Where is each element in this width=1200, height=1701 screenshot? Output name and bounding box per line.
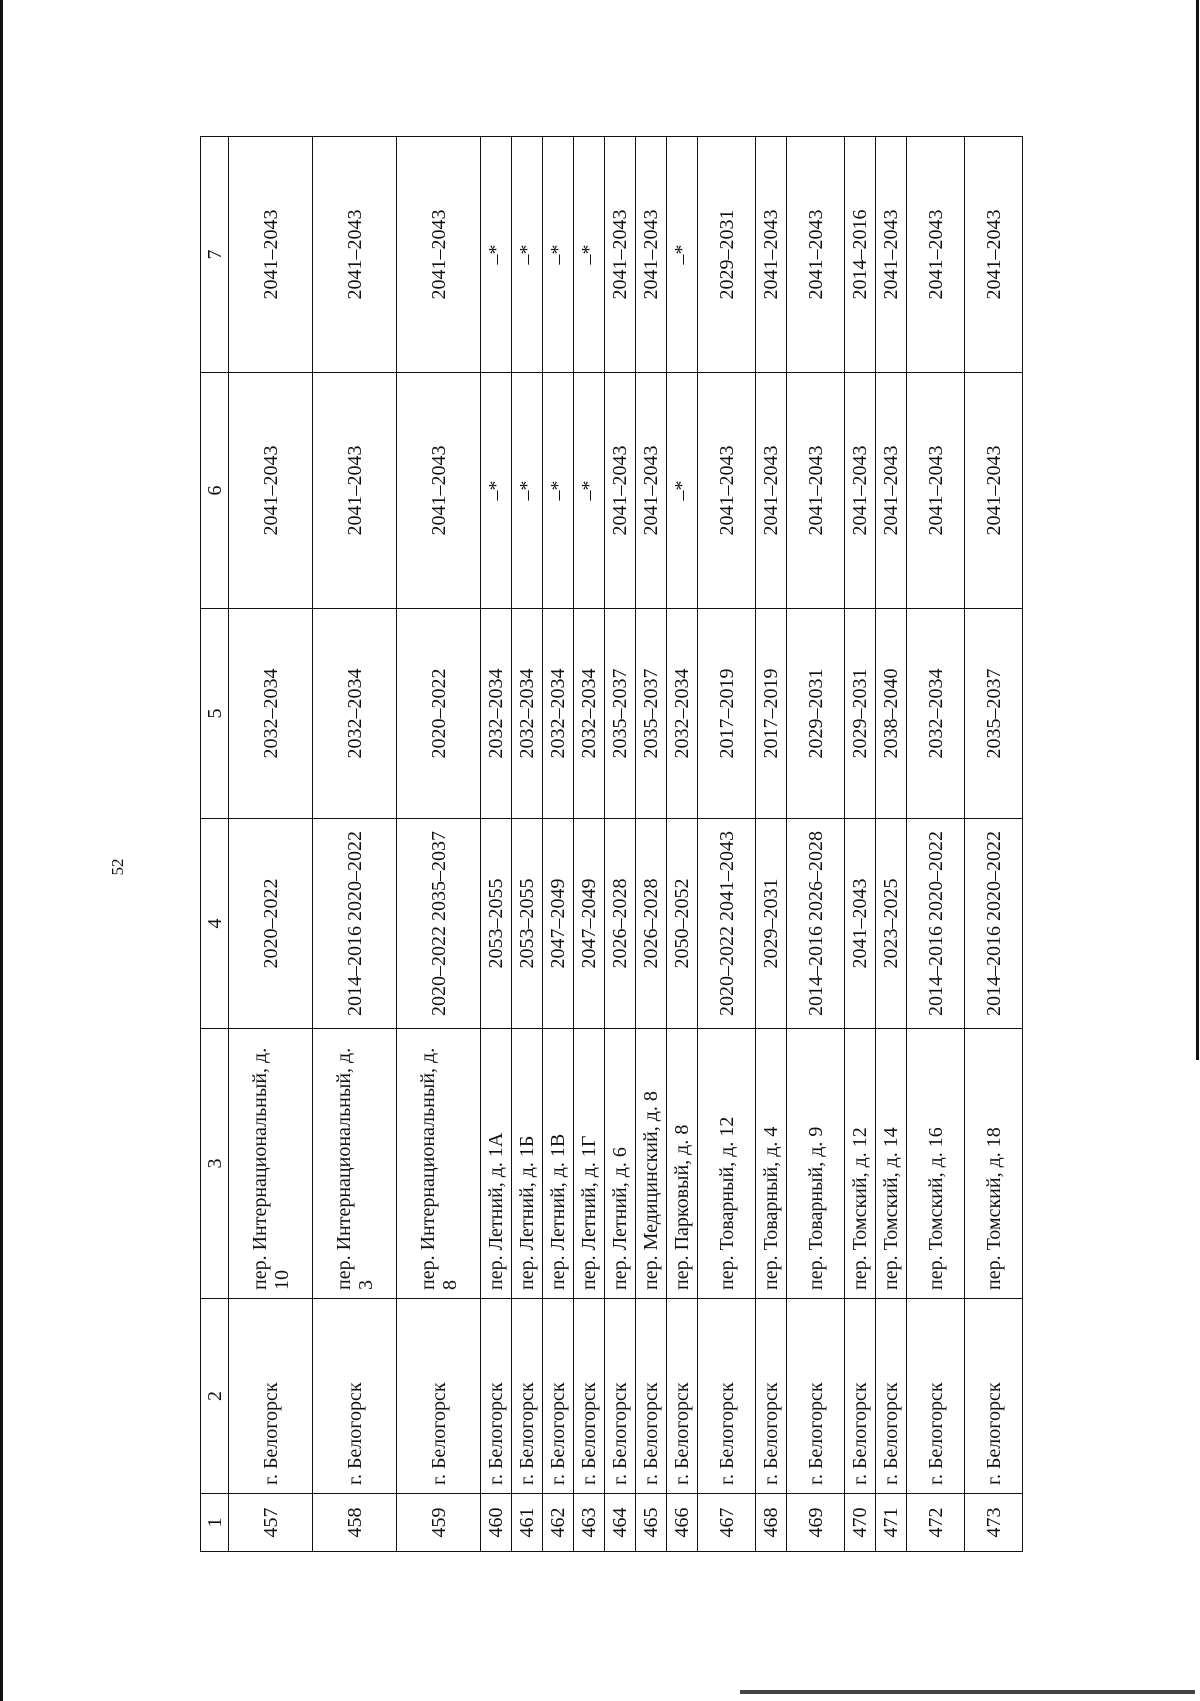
cell-col7: 2041–2043	[636, 137, 667, 373]
cell-col5: 2032–2034	[481, 609, 512, 819]
cell-address: пер. Товарный, д. 12	[698, 1029, 756, 1299]
table-row	[965, 137, 1023, 1552]
cell-number: 463	[574, 1494, 605, 1552]
cell-col5: 2035–2037	[965, 609, 1023, 819]
cell-number: 466	[667, 1494, 698, 1552]
cell-number: 460	[481, 1494, 512, 1552]
cell-col6: 2041–2043	[698, 373, 756, 609]
cell-number: 469	[787, 1494, 845, 1552]
header-cell-5: 5	[201, 609, 229, 819]
cell-col6: 2041–2043	[787, 373, 845, 609]
cell-col7: 2041–2043	[876, 137, 907, 373]
cell-col4: 2029–2031	[756, 819, 787, 1029]
cell-number: 461	[512, 1494, 543, 1552]
cell-col4: 2050–2052	[667, 819, 698, 1029]
cell-address: пер. Томский, д. 12	[845, 1029, 876, 1299]
table-row	[512, 137, 543, 1552]
cell-col7: 2041–2043	[965, 137, 1023, 373]
cell-city: г. Белогорск	[636, 1299, 667, 1494]
cell-col7: 2041–2043	[229, 137, 313, 373]
table-row	[313, 137, 397, 1552]
cell-col7: –*	[543, 137, 574, 373]
cell-address: пер. Летний, д. 6	[605, 1029, 636, 1299]
header-cell-7: 7	[201, 137, 229, 373]
header-cell-1: 1	[201, 1494, 229, 1552]
cell-city: г. Белогорск	[481, 1299, 512, 1494]
cell-col4: 2020–2022	[229, 819, 313, 1029]
cell-address: пер. Медицинский, д. 8	[636, 1029, 667, 1299]
cell-number: 471	[876, 1494, 907, 1552]
cell-number: 459	[397, 1494, 481, 1552]
cell-number: 473	[965, 1494, 1023, 1552]
cell-col5: 2017–2019	[698, 609, 756, 819]
table-row	[574, 137, 605, 1552]
cell-address: пер. Летний, д. 1Г	[574, 1029, 605, 1299]
cell-col6: 2041–2043	[605, 373, 636, 609]
cell-col7: 2029–2031	[698, 137, 756, 373]
cell-col7: 2014–2016	[845, 137, 876, 373]
cell-col5: 2017–2019	[756, 609, 787, 819]
cell-city: г. Белогорск	[845, 1299, 876, 1494]
cell-col7: 2041–2043	[605, 137, 636, 373]
cell-col5: 2029–2031	[787, 609, 845, 819]
cell-col5: 2032–2034	[313, 609, 397, 819]
cell-address: пер. Летний, д. 1Б	[512, 1029, 543, 1299]
cell-address: пер. Интернациональный, д. 10	[229, 1029, 313, 1299]
cell-col5: 2038–2040	[876, 609, 907, 819]
cell-col7: 2041–2043	[907, 137, 965, 373]
cell-col7: –*	[667, 137, 698, 373]
cell-address: пер. Томский, д. 16	[907, 1029, 965, 1299]
cell-col5: 2032–2034	[574, 609, 605, 819]
table-row	[907, 137, 965, 1552]
cell-col4: 2053–2055	[512, 819, 543, 1029]
cell-col6: –*	[574, 373, 605, 609]
page-number: 52	[108, 858, 127, 876]
cell-city: г. Белогорск	[605, 1299, 636, 1494]
header-cell-6: 6	[201, 373, 229, 609]
header-cell-4: 4	[201, 819, 229, 1029]
table-row	[397, 137, 481, 1552]
cell-col5: 2020–2022	[397, 609, 481, 819]
page-edge-right	[1196, 0, 1199, 1060]
cell-col7: –*	[574, 137, 605, 373]
cell-address: пер. Товарный, д. 9	[787, 1029, 845, 1299]
cell-address: пер. Томский, д. 18	[965, 1029, 1023, 1299]
cell-city: г. Белогорск	[787, 1299, 845, 1494]
cell-col4: 2014–2016 2020–2022	[313, 819, 397, 1029]
cell-number: 467	[698, 1494, 756, 1552]
cell-city: г. Белогорск	[876, 1299, 907, 1494]
cell-col4: 2041–2043	[845, 819, 876, 1029]
cell-col7: 2041–2043	[313, 137, 397, 373]
cell-col7: 2041–2043	[787, 137, 845, 373]
cell-col7: –*	[481, 137, 512, 373]
cell-col5: 2035–2037	[605, 609, 636, 819]
cell-number: 468	[756, 1494, 787, 1552]
cell-col6: 2041–2043	[907, 373, 965, 609]
table-row	[698, 137, 756, 1552]
cell-col4: 2026–2028	[636, 819, 667, 1029]
cell-address: пер. Интернациональный, д. 3	[313, 1029, 397, 1299]
cell-city: г. Белогорск	[397, 1299, 481, 1494]
cell-col4: 2053–2055	[481, 819, 512, 1029]
cell-address: пер. Интернациональный, д. 8	[397, 1029, 481, 1299]
cell-number: 462	[543, 1494, 574, 1552]
cell-col5: 2032–2034	[543, 609, 574, 819]
table-row	[787, 137, 845, 1552]
cell-col4: 2023–2025	[876, 819, 907, 1029]
cell-number: 458	[313, 1494, 397, 1552]
cell-col6: –*	[543, 373, 574, 609]
cell-number: 465	[636, 1494, 667, 1552]
cell-col6: –*	[667, 373, 698, 609]
cell-number: 464	[605, 1494, 636, 1552]
cell-col6: 2041–2043	[876, 373, 907, 609]
cell-col5: 2032–2034	[907, 609, 965, 819]
cell-address: пер. Летний, д. 1А	[481, 1029, 512, 1299]
table-row	[229, 137, 313, 1552]
cell-col6: –*	[512, 373, 543, 609]
cell-city: г. Белогорск	[698, 1299, 756, 1494]
cell-col6: 2041–2043	[845, 373, 876, 609]
page-edge-left	[0, 0, 3, 1701]
cell-col4: 2026–2028	[605, 819, 636, 1029]
rotated-table-container	[200, 137, 1155, 1552]
cell-number: 470	[845, 1494, 876, 1552]
cell-city: г. Белогорск	[512, 1299, 543, 1494]
cell-col5: 2029–2031	[845, 609, 876, 819]
schedule-table	[200, 136, 1023, 1552]
cell-col5: 2035–2037	[636, 609, 667, 819]
cell-col4: 2014–2016 2020–2022	[965, 819, 1023, 1029]
cell-number: 472	[907, 1494, 965, 1552]
cell-col4: 2014–2016 2020–2022	[907, 819, 965, 1029]
table-row	[845, 137, 876, 1552]
cell-city: г. Белогорск	[574, 1299, 605, 1494]
cell-city: г. Белогорск	[756, 1299, 787, 1494]
cell-col5: 2032–2034	[667, 609, 698, 819]
cell-col5: 2032–2034	[512, 609, 543, 819]
table-row	[876, 137, 907, 1552]
cell-col4: 2047–2049	[574, 819, 605, 1029]
cell-city: г. Белогорск	[667, 1299, 698, 1494]
table-body	[229, 137, 1023, 1552]
table-row	[543, 137, 574, 1552]
header-cell-3: 3	[201, 1029, 229, 1299]
header-row	[201, 137, 229, 1552]
cell-col6: 2041–2043	[756, 373, 787, 609]
cell-address: пер. Товарный, д. 4	[756, 1029, 787, 1299]
cell-col7: 2041–2043	[756, 137, 787, 373]
cell-col4: 2020–2022 2041–2043	[698, 819, 756, 1029]
table-row	[667, 137, 698, 1552]
cell-col6: 2041–2043	[229, 373, 313, 609]
table-row	[636, 137, 667, 1552]
cell-city: г. Белогорск	[229, 1299, 313, 1494]
cell-address: пер. Летний, д. 1В	[543, 1029, 574, 1299]
header-cell-2: 2	[201, 1299, 229, 1494]
table-row	[756, 137, 787, 1552]
cell-col6: 2041–2043	[397, 373, 481, 609]
cell-col6: 2041–2043	[313, 373, 397, 609]
cell-address: пер. Парковый, д. 8	[667, 1029, 698, 1299]
cell-city: г. Белогорск	[907, 1299, 965, 1494]
table-row	[605, 137, 636, 1552]
cell-col6: –*	[481, 373, 512, 609]
cell-col6: 2041–2043	[965, 373, 1023, 609]
table-row	[481, 137, 512, 1552]
cell-col4: 2047–2049	[543, 819, 574, 1029]
cell-col7: –*	[512, 137, 543, 373]
cell-col6: 2041–2043	[636, 373, 667, 609]
cell-city: г. Белогорск	[313, 1299, 397, 1494]
cell-address: пер. Томский, д. 14	[876, 1029, 907, 1299]
cell-city: г. Белогорск	[543, 1299, 574, 1494]
cell-col5: 2032–2034	[229, 609, 313, 819]
cell-col4: 2020–2022 2035–2037	[397, 819, 481, 1029]
cell-col7: 2041–2043	[397, 137, 481, 373]
cell-city: г. Белогорск	[965, 1299, 1023, 1494]
cell-col4: 2014–2016 2026–2028	[787, 819, 845, 1029]
scan-mark	[740, 1690, 1195, 1694]
cell-number: 457	[229, 1494, 313, 1552]
